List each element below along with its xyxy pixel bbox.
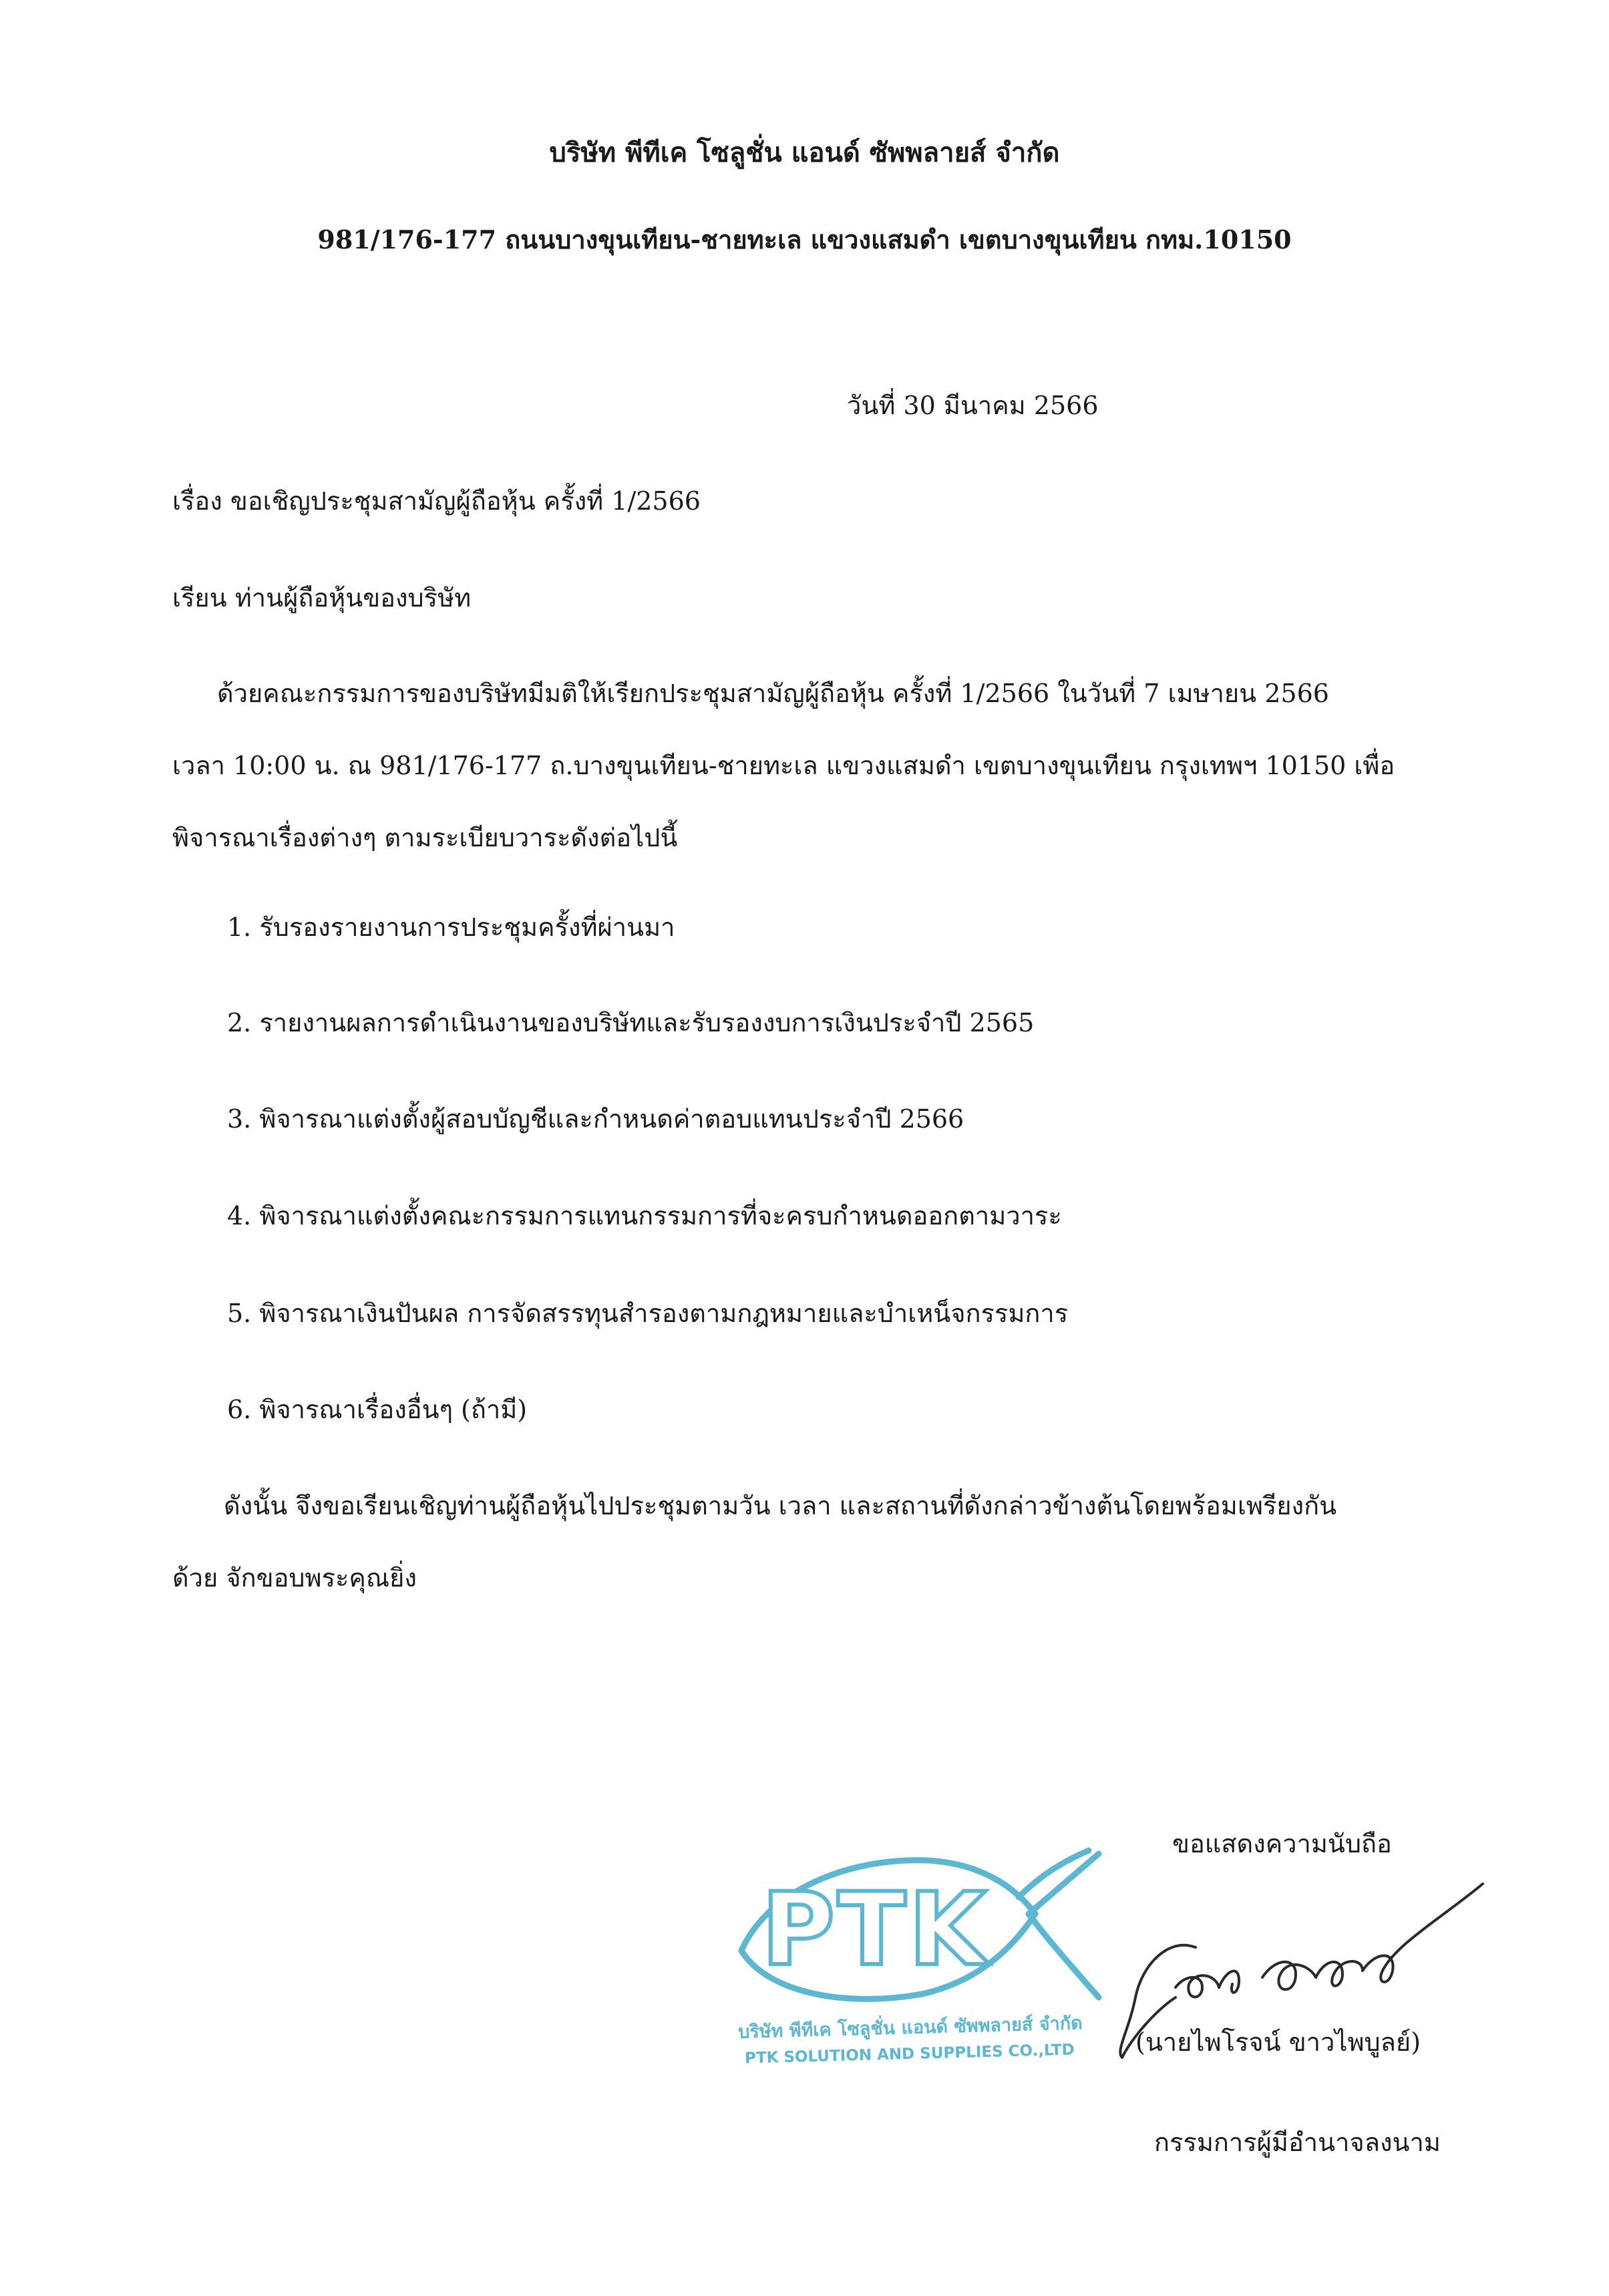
company-address: 981/176-177 ถนนบางขุนเทียน-ชายทะเล แขวงแสมดำ เขตบางขุนเทียน กทม.10150 xyxy=(317,224,1292,255)
agenda-item: 4. พิจารณาแต่งตั้งคณะกรรมการแทนกรรมการที่จะครบกำหนดออกตามวาระ xyxy=(227,1201,1062,1231)
signer-name: (นายไพโรจน์ ขาวไพบูลย์) xyxy=(1135,2027,1421,2057)
letter-date: วันที่ 30 มีนาคม 2566 xyxy=(847,391,1099,420)
agenda-item: 2. รายงานผลการดำเนินงานของบริษัทและรับรองงบการเงินประจำปี 2565 xyxy=(227,1008,1035,1037)
agenda-item: 1. รับรองรายงานการประชุมครั้งที่ผ่านมา xyxy=(227,913,675,942)
closing-line: ด้วย จักขอบพระคุณยิ่ง xyxy=(172,1563,417,1593)
letter-subject: เรื่อง ขอเชิญประชุมสามัญผู้ถือหุ้น ครั้งที่ 1/2566 xyxy=(172,486,701,516)
signer-title: กรรมการผู้มีอำนาจลงนาม xyxy=(1154,2128,1441,2157)
body-line: พิจารณาเรื่องต่างๆ ตามระเบียบวาระดังต่อไปนี้ xyxy=(172,823,678,852)
body-line: เวลา 10:00 น. ณ 981/176-177 ถ.บางขุนเทียน-ชายทะเล แขวงแสมดำ เขตบางขุนเทียน กรุงเทพฯ 10150 เพื่อ xyxy=(172,751,1395,780)
letter-salutation: เรียน ท่านผู้ถือหุ้นของบริษัท xyxy=(172,583,472,613)
agenda-item: 6. พิจารณาเรื่องอื่นๆ (ถ้ามี) xyxy=(227,1395,528,1424)
seal-company-th: บริษัท พีทีเค โซลูชั่น แอนด์ ซัพพลายส์ จำกัด xyxy=(737,2013,1083,2043)
agenda-item: 5. พิจารณาเงินปันผล การจัดสรรทุนสำรองตามกฎหมายและบำเหน็จกรรมการ xyxy=(227,1299,1069,1328)
seal-company-en: PTK SOLUTION AND SUPPLIES CO.,LTD xyxy=(744,2041,1075,2068)
regards-text: ขอแสดงความนับถือ xyxy=(1172,1829,1392,1858)
seal-logo-text: PTK xyxy=(761,1872,989,1988)
company-name: บริษัท พีทีเค โซลูชั่น แอนด์ ซัพพลายส์ จำกัด xyxy=(549,137,1060,168)
agenda-item: 3. พิจารณาแต่งตั้งผู้สอบบัญชีและกำหนดค่าตอบแทนประจำปี 2566 xyxy=(227,1104,964,1134)
body-line: ด้วยคณะกรรมการของบริษัทมีมติให้เรียกประชุมสามัญผู้ถือหุ้น ครั้งที่ 1/2566 ในวันที่ 7 เมษายน 2566 xyxy=(217,679,1329,708)
closing-line: ดังนั้น จึงขอเรียนเชิญท่านผู้ถือหุ้นไปประชุมตามวัน เวลา และสถานที่ดังกล่าวข้างต้นโดยพร้อมเพรียงกัน xyxy=(224,1491,1337,1520)
